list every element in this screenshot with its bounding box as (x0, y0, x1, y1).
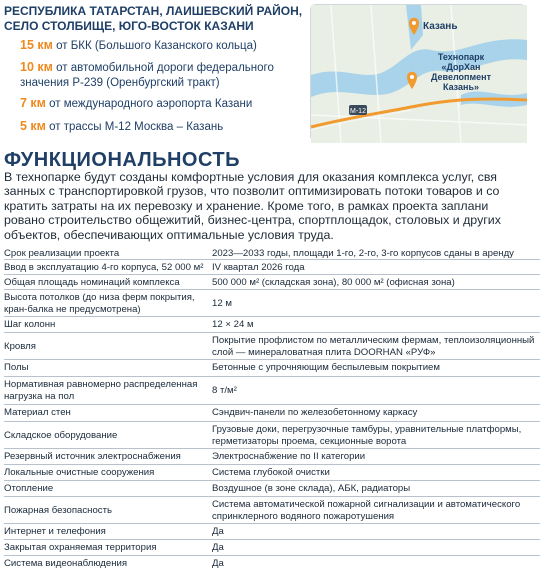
paragraph-line: объектов, обеспечивающих оптимальные условия труда. (4, 227, 334, 242)
park-label-4: Казань» (442, 82, 480, 92)
table-row (4, 405, 540, 422)
distance-text: от международного аэропорта Казани (49, 98, 253, 110)
distance-text: от автомобильной дороги федерального (56, 62, 274, 74)
table-row (4, 465, 540, 481)
table-row (4, 422, 540, 449)
spec-value: 12 м (212, 298, 232, 309)
distance-item (20, 96, 305, 112)
distance-item (20, 38, 305, 54)
park-label-2: «ДорХан (441, 62, 481, 72)
spec-key: Локальные очистные сооружения (4, 467, 155, 478)
spec-key: Складское оборудование (4, 430, 118, 441)
region-heading (4, 4, 304, 34)
spec-key: Кровля (4, 341, 36, 352)
spec-value: 12 × 24 м (212, 319, 254, 330)
table-row (4, 377, 540, 405)
spec-key: Полы (4, 362, 29, 373)
spec-value: IV квартал 2026 года (212, 262, 305, 273)
table-row (4, 317, 540, 333)
distance-text-cont: значения Р-239 (Оренбургский тракт) (20, 77, 220, 89)
spec-value: 500 000 м² (складская зона), 80 000 м² (офисная зона) (212, 277, 455, 288)
table-row (4, 556, 540, 570)
spec-key: Ввод в эксплуатацию 4-го корпуса, 52 000 м² (4, 262, 204, 273)
spec-key: Закрытая охраняемая территория (4, 542, 157, 553)
spec-value: Система глубокой очистки (212, 467, 330, 478)
spec-value: Система автоматической пожарной сигнализации и автоматического спринклерного водяного пожаротушения (212, 499, 521, 522)
spec-value: Да (212, 542, 224, 553)
table-row (4, 524, 540, 540)
spec-key: Высота потолков (до низа ферм покрытия, кран-балка не предусмотрена) (4, 292, 195, 315)
park-label-3: Девелопмент (431, 72, 491, 82)
spec-value: Да (212, 558, 224, 569)
table-row (4, 333, 540, 360)
specs-table (4, 246, 540, 570)
park-label-1: Технопарк (437, 52, 485, 62)
spec-value: Электроснабжение по II категории (212, 451, 366, 462)
table-row (4, 290, 540, 317)
paragraph-line: ровано строительство общежитий, бизнес-центра, спортплощадок, столовых и других (4, 213, 501, 228)
location-map (310, 4, 526, 142)
table-row (4, 540, 540, 556)
spec-value: Покрытие профлистом по металлическим фермам, теплоизоляционный слой — минераловатная плита DOORHAN «РУФ» (212, 335, 535, 358)
distance-km: 7 км (20, 96, 46, 110)
distance-item (20, 119, 305, 135)
table-row (4, 360, 540, 377)
distance-text: от БКК (Большого Казанского кольца) (56, 40, 257, 52)
distance-item (20, 60, 305, 91)
spec-value: Сэндвич-панели по железобетонному каркасу (212, 407, 418, 418)
city-label: Казань (423, 21, 458, 32)
paragraph-line: кратить затраты на их перевозку и хранение. Кроме того, в рамках проекта заплани (4, 198, 489, 213)
table-row (4, 246, 540, 260)
spec-key: Интернет и телефония (4, 526, 106, 537)
spec-value: Грузовые доки, перегрузочные тамбуры, уравнительные платформы, герметизаторы проема, секционные ворота (212, 424, 522, 447)
spec-value: 2023—2033 годы, площади 1-го, 2-го, 3-го корпусов сданы в аренду (212, 248, 514, 259)
section-title: ФУНКЦИОНАЛЬНОСТЬ (4, 149, 241, 171)
distance-km: 5 км (20, 119, 46, 133)
spec-value: Да (212, 526, 224, 537)
distance-km: 15 км (20, 38, 53, 52)
spec-key: Срок реализации проекта (4, 248, 120, 259)
paragraph-line: В технопарке будут созданы комфортные условия для оказания комплекса услуг, свя (4, 170, 497, 184)
table-row (4, 497, 540, 524)
location-block (0, 0, 540, 150)
spec-key: Материал стен (4, 407, 71, 418)
road-label: M-12 (350, 108, 366, 115)
spec-key: Общая площадь номинаций комплекса (4, 277, 180, 288)
section-paragraph (4, 170, 544, 242)
region-line-1: РЕСПУБЛИКА ТАТАРСТАН, ЛАИШЕВСКИЙ РАЙОН, (4, 4, 303, 18)
spec-key: Нормативная равномерно распределенная нагрузка на пол (4, 379, 198, 402)
spec-key: Шаг колонн (4, 319, 56, 330)
spec-key: Резервный источник электроснабжения (4, 451, 181, 462)
table-row (4, 275, 540, 290)
region-line-2: СЕЛО СТОЛБИЩЕ, ЮГО-ВОСТОК КАЗАНИ (4, 19, 254, 33)
distance-km: 10 км (20, 60, 53, 74)
spec-value: Воздушное (в зоне склада), АБК, радиаторы (212, 483, 411, 494)
table-row (4, 449, 540, 465)
spec-value: Бетонные с упрочняющим беспылевым покрытием (212, 362, 440, 373)
table-row (4, 260, 540, 275)
spec-key: Система видеонаблюдения (4, 558, 128, 569)
paragraph-line: занных с транспортировкой грузов, что позволит оптимизировать потоки товаров и со (4, 184, 500, 199)
distance-text: от трассы М-12 Москва – Казань (49, 121, 224, 133)
table-row (4, 481, 540, 497)
spec-key: Пожарная безопасность (4, 505, 112, 516)
spec-key: Отопление (4, 483, 54, 494)
spec-value: 8 т/м² (212, 385, 237, 396)
